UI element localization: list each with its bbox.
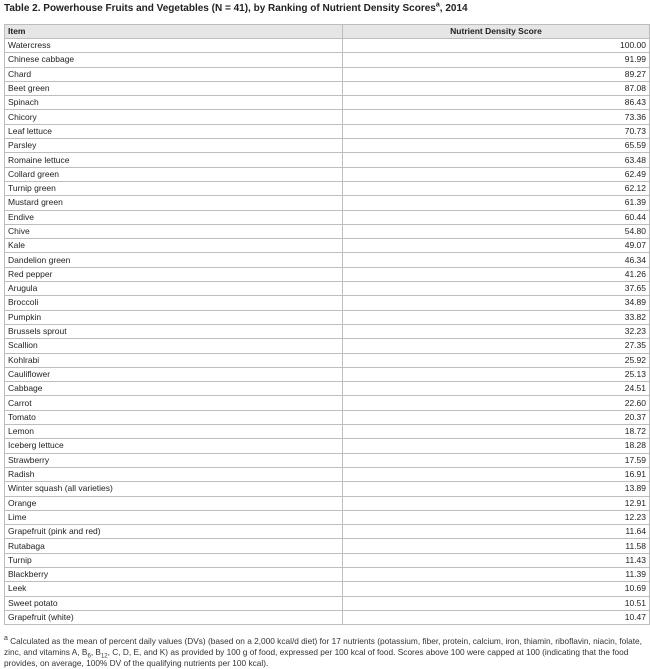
row-score: 37.65	[343, 282, 650, 296]
row-score: 17.59	[343, 453, 650, 467]
row-item: Chinese cabbage	[5, 53, 343, 67]
nutrient-density-table	[4, 24, 650, 625]
table-title-footnote-marker: a	[435, 1, 440, 9]
table-row	[5, 339, 650, 353]
row-score: 12.23	[343, 510, 650, 524]
row-score: 16.91	[343, 467, 650, 481]
table-row	[5, 124, 650, 138]
row-item: Leek	[5, 582, 343, 596]
table-row	[5, 110, 650, 124]
row-item: Turnip green	[5, 181, 343, 195]
table-row	[5, 196, 650, 210]
row-score: 91.99	[343, 53, 650, 67]
table-title-text: Table 2. Powerhouse Fruits and Vegetables (N = 41), by Ranking of Nutrient Density Scores	[4, 3, 436, 14]
row-score: 63.48	[343, 153, 650, 167]
row-score: 10.51	[343, 596, 650, 610]
row-score: 100.00	[343, 39, 650, 53]
table-title	[4, 3, 644, 15]
row-item: Tomato	[5, 410, 343, 424]
table-row	[5, 610, 650, 624]
row-score: 62.49	[343, 167, 650, 181]
table-row	[5, 367, 650, 381]
table-row	[5, 96, 650, 110]
footnote	[4, 633, 648, 669]
row-item: Strawberry	[5, 453, 343, 467]
table-row	[5, 324, 650, 338]
table-row	[5, 467, 650, 481]
footnote-sub-6: 6	[87, 653, 91, 660]
row-score: 61.39	[343, 196, 650, 210]
row-item: Radish	[5, 467, 343, 481]
row-score: 70.73	[343, 124, 650, 138]
row-score: 24.51	[343, 382, 650, 396]
table-row	[5, 482, 650, 496]
row-item: Collard green	[5, 167, 343, 181]
table-row	[5, 525, 650, 539]
row-item: Grapefruit (white)	[5, 610, 343, 624]
table-row	[5, 496, 650, 510]
table-row	[5, 296, 650, 310]
row-item: Rutabaga	[5, 539, 343, 553]
table-row	[5, 382, 650, 396]
row-score: 86.43	[343, 96, 650, 110]
row-item: Grapefruit (pink and red)	[5, 525, 343, 539]
row-score: 89.27	[343, 67, 650, 81]
row-score: 25.92	[343, 353, 650, 367]
row-score: 10.69	[343, 582, 650, 596]
table-title-suffix: , 2014	[439, 3, 468, 14]
row-score: 49.07	[343, 239, 650, 253]
table-row	[5, 53, 650, 67]
table-row	[5, 510, 650, 524]
row-score: 62.12	[343, 181, 650, 195]
footnote-text-2: , B	[90, 646, 101, 657]
row-item: Cabbage	[5, 382, 343, 396]
table-row	[5, 396, 650, 410]
row-item: Lime	[5, 510, 343, 524]
row-score: 13.89	[343, 482, 650, 496]
row-item: Chard	[5, 67, 343, 81]
row-item: Mustard green	[5, 196, 343, 210]
row-item: Blackberry	[5, 567, 343, 581]
table-row	[5, 210, 650, 224]
row-score: 11.64	[343, 525, 650, 539]
table-row	[5, 224, 650, 238]
row-item: Orange	[5, 496, 343, 510]
row-item: Chicory	[5, 110, 343, 124]
row-score: 10.47	[343, 610, 650, 624]
row-item: Beet green	[5, 81, 343, 95]
row-score: 12.91	[343, 496, 650, 510]
table-header	[5, 25, 650, 39]
row-score: 11.43	[343, 553, 650, 567]
table-row	[5, 439, 650, 453]
row-score: 73.36	[343, 110, 650, 124]
row-item: Red pepper	[5, 267, 343, 281]
row-item: Kale	[5, 239, 343, 253]
row-item: Lemon	[5, 425, 343, 439]
table-row	[5, 81, 650, 95]
row-item: Carrot	[5, 396, 343, 410]
table-row	[5, 425, 650, 439]
table-row	[5, 282, 650, 296]
table-row	[5, 553, 650, 567]
row-score: 11.58	[343, 539, 650, 553]
row-item: Dandelion green	[5, 253, 343, 267]
row-item: Endive	[5, 210, 343, 224]
table-row	[5, 181, 650, 195]
row-item: Watercress	[5, 39, 343, 53]
row-item: Spinach	[5, 96, 343, 110]
footnote-marker: a	[4, 635, 8, 642]
row-score: 34.89	[343, 296, 650, 310]
row-score: 65.59	[343, 139, 650, 153]
table-row	[5, 539, 650, 553]
table-row	[5, 153, 650, 167]
table-row	[5, 67, 650, 81]
table-body	[5, 39, 650, 625]
row-item: Parsley	[5, 139, 343, 153]
row-score: 32.23	[343, 324, 650, 338]
table-row	[5, 310, 650, 324]
row-score: 11.39	[343, 567, 650, 581]
table-row	[5, 596, 650, 610]
row-item: Leaf lettuce	[5, 124, 343, 138]
table-row	[5, 239, 650, 253]
row-item: Romaine lettuce	[5, 153, 343, 167]
table-row	[5, 39, 650, 53]
row-item: Brussels sprout	[5, 324, 343, 338]
table-row	[5, 582, 650, 596]
row-item: Scallion	[5, 339, 343, 353]
row-item: Turnip	[5, 553, 343, 567]
row-item: Arugula	[5, 282, 343, 296]
row-item: Chive	[5, 224, 343, 238]
row-score: 27.35	[343, 339, 650, 353]
row-score: 20.37	[343, 410, 650, 424]
row-score: 22.60	[343, 396, 650, 410]
footnote-sub-12: 12	[100, 653, 108, 660]
row-item: Kohlrabi	[5, 353, 343, 367]
row-score: 18.72	[343, 425, 650, 439]
column-header-score: Nutrient Density Score	[343, 25, 650, 39]
table-header-row	[5, 25, 650, 39]
row-score: 87.08	[343, 81, 650, 95]
row-score: 33.82	[343, 310, 650, 324]
footnote-text-1: Calculated as the mean of percent daily values (DVs) (based on a 2,000 kcal/d diet) for 17 nutrients (potassium, fiber, protein, calcium, iron, thiamin, riboflavin, niacin, folate, zinc, and vitamins A, B	[4, 635, 642, 657]
row-score: 54.80	[343, 224, 650, 238]
table-row	[5, 353, 650, 367]
table-row	[5, 253, 650, 267]
row-item: Sweet potato	[5, 596, 343, 610]
table-row	[5, 139, 650, 153]
row-score: 18.28	[343, 439, 650, 453]
row-item: Winter squash (all varieties)	[5, 482, 343, 496]
footnote-text-3: , C, D, E, and K) as provided by 100 g of food, expressed per 100 kcal of food. Scores above 100 were capped at 100 (indicating that the food provides, on average, 100% DV of the qualifying nutrients per 100 kcal).	[4, 646, 629, 668]
row-score: 25.13	[343, 367, 650, 381]
table-row	[5, 267, 650, 281]
row-item: Iceberg lettuce	[5, 439, 343, 453]
row-score: 41.26	[343, 267, 650, 281]
row-item: Cauliflower	[5, 367, 343, 381]
table-row	[5, 453, 650, 467]
row-score: 46.34	[343, 253, 650, 267]
row-score: 60.44	[343, 210, 650, 224]
table-row	[5, 167, 650, 181]
row-item: Pumpkin	[5, 310, 343, 324]
table-row	[5, 410, 650, 424]
table-row	[5, 567, 650, 581]
row-item: Broccoli	[5, 296, 343, 310]
column-header-item: Item	[5, 25, 343, 39]
